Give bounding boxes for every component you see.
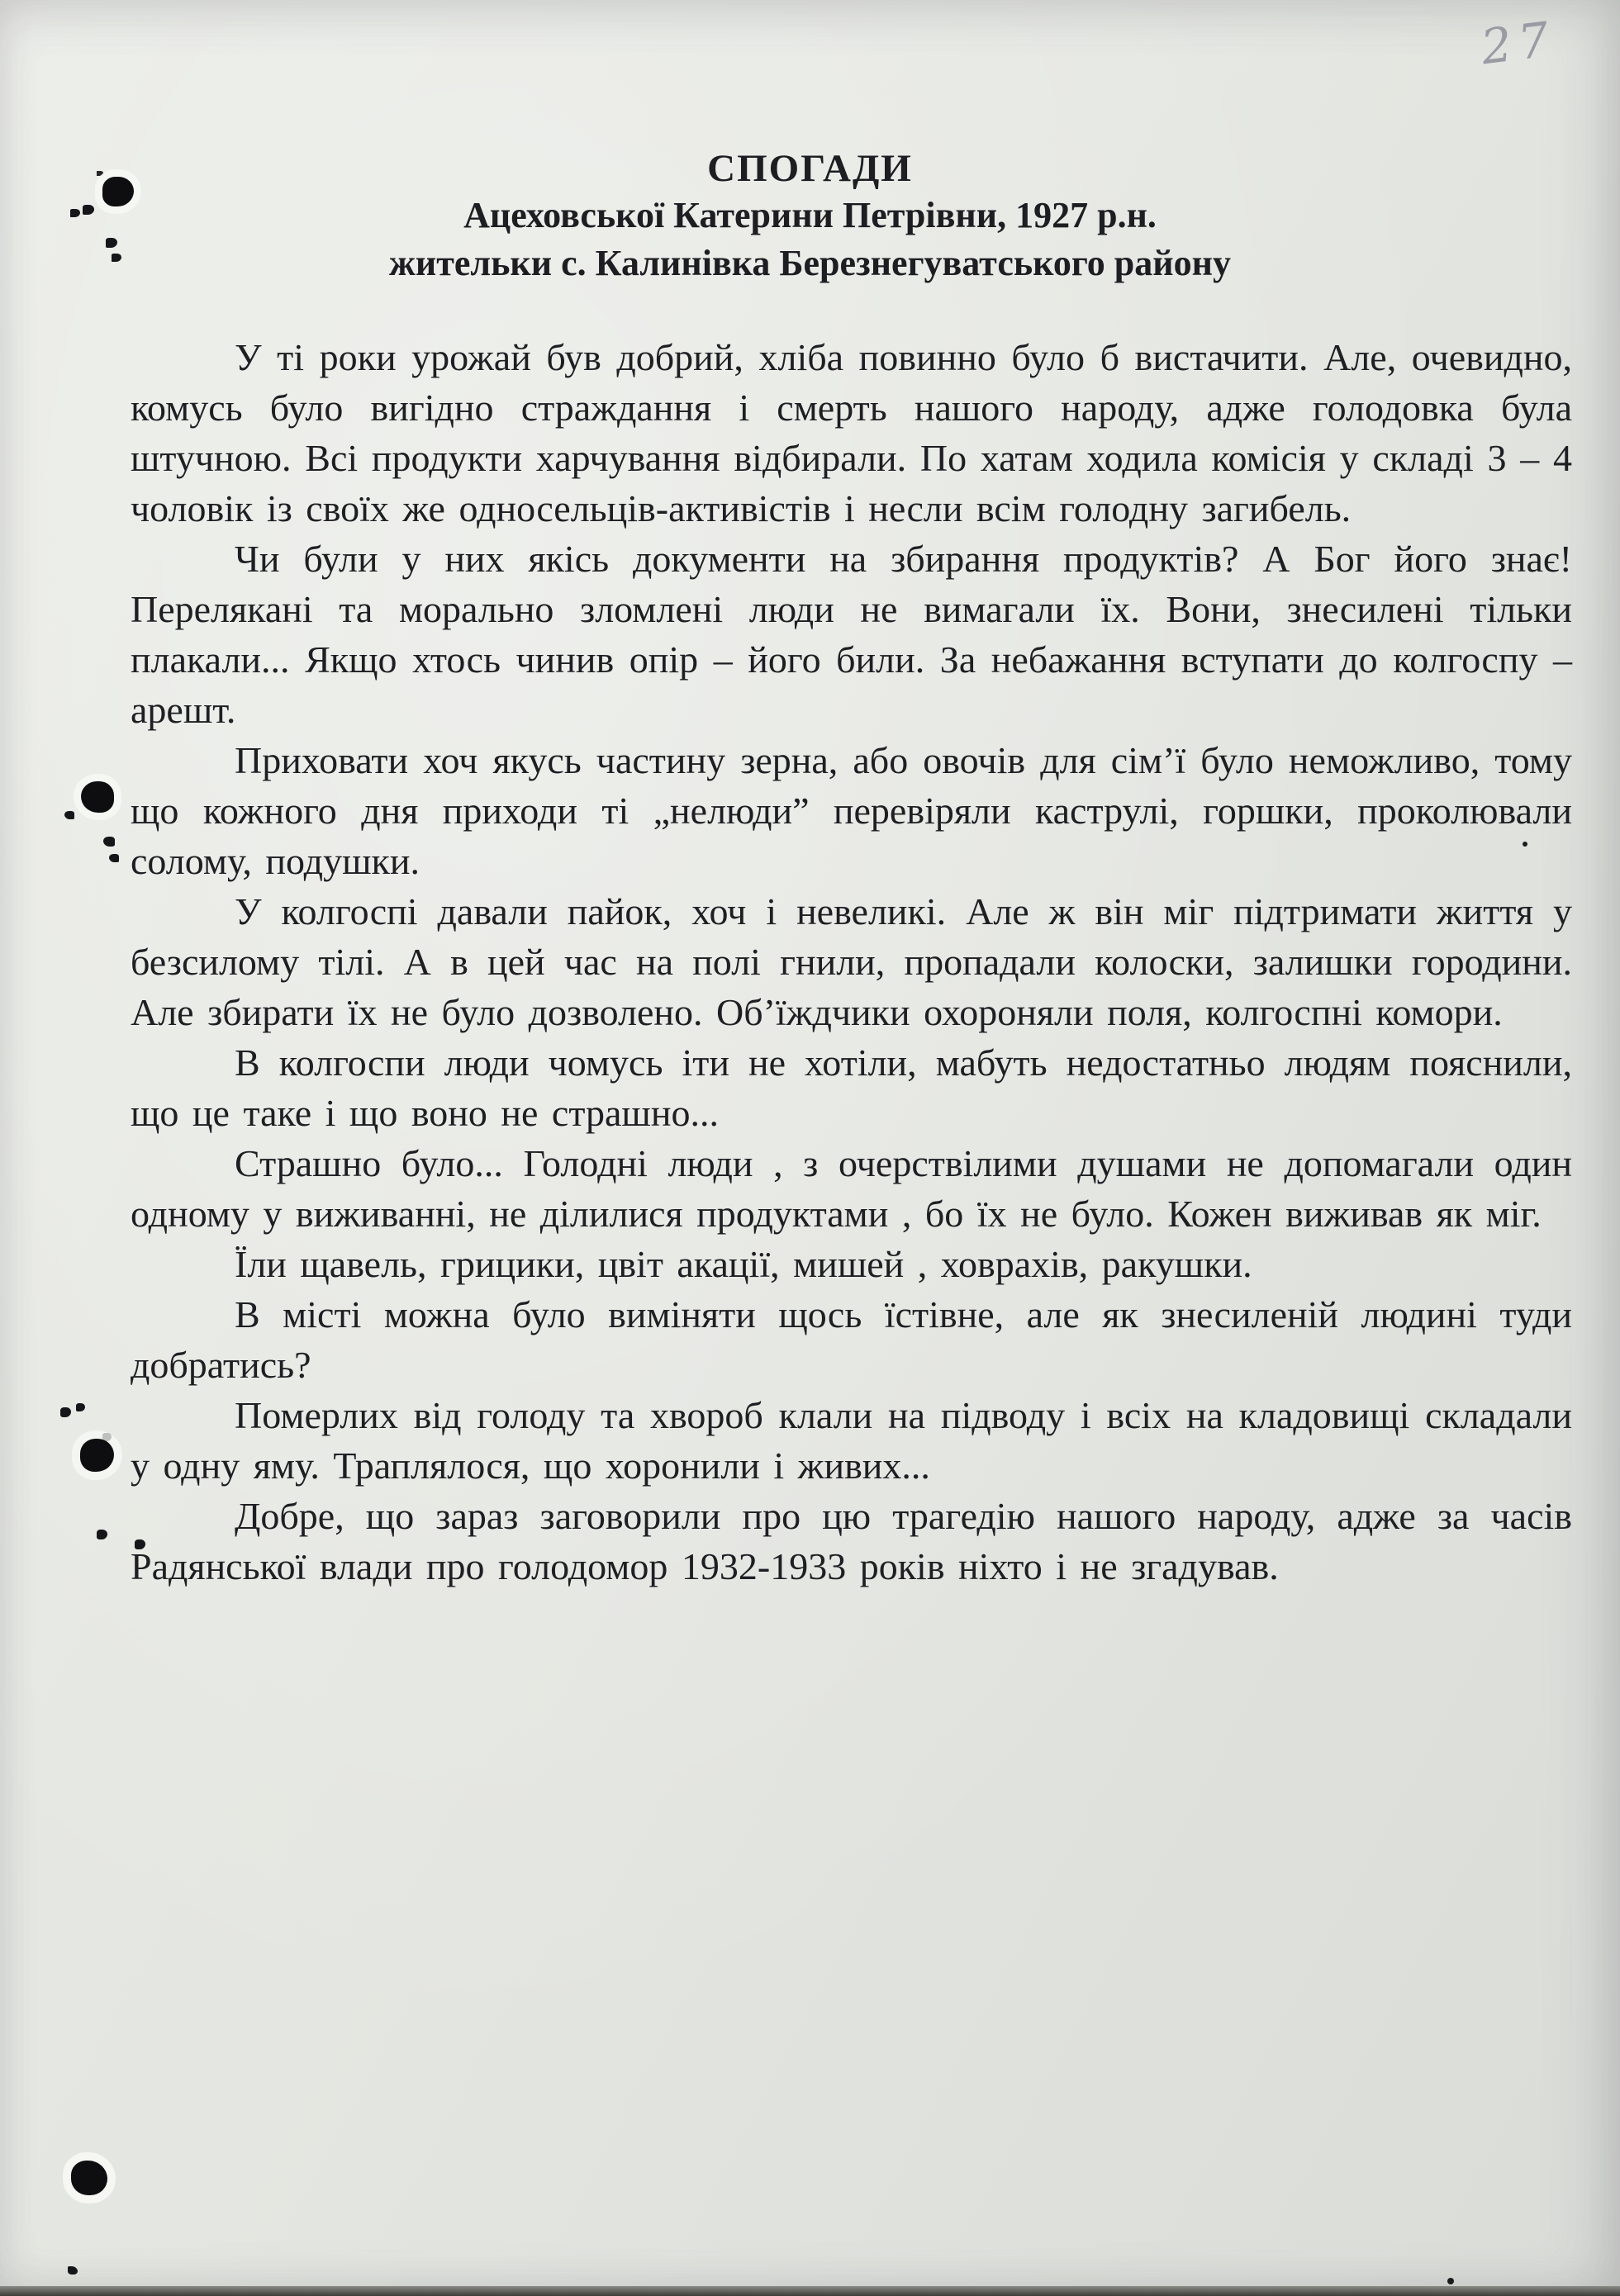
memoir-paragraph: Страшно було... Голодні люди , з очерствілими душами не допомагали один одному у виживанні, не ділилися продуктами , бо їх не було. Кожен виживав як міг. xyxy=(131,1142,1572,1235)
document-header xyxy=(0,0,1620,287)
memoir-paragraph: Чи були у них якісь документи на збирання продуктів? А Бог його знає! Перелякані та морально зломлені люди не вимагали їх. Вони, знесилені тільки плакали... Якщо хтось чинив опір – його били. За небажання вступати до колгоспу – арешт. xyxy=(131,538,1572,731)
memoir-paragraph: Добре, що зараз заговорили про цю трагедію нашого народу, адже за часів Радянської влади про голодомор 1932-1933 років ніхто і не згадував. xyxy=(131,1495,1572,1587)
paper-speck xyxy=(1447,2278,1454,2284)
memoir-paragraph: У ті роки урожай був добрий, хліба повинно було б вистачити. Але, очевидно, комусь було вигідно страждання і смерть нашого народу, адже голодовка була штучною. Всі продукти харчування відбирали. По хатам ходила комісія у складі 3 – 4 чоловік із своїх же односельців-активістів і несли всім голодну загибель. xyxy=(131,336,1572,529)
memoir-paragraph: Померлих від голоду та хвороб клали на підводу і всіх на кладовищі складали у одну яму. Траплялося, що хоронили і живих... xyxy=(131,1394,1572,1487)
paper-speck xyxy=(1523,842,1527,847)
author-line: Ацеховської Катерини Петрівни, 1927 р.н. xyxy=(463,195,1157,235)
memoir-paragraph: В колгоспи люди чомусь іти не хотіли, мабуть недостатньо людям пояснили, що це таке і що воно не страшно... xyxy=(131,1041,1572,1134)
scanner-edge-shadow xyxy=(0,2286,1620,2296)
memoir-paragraph: Приховати хоч якусь частину зерна, або овочів для сім’ї було неможливо, тому що кожного дня приходи ті „нелюди” перевіряли каструлі, горшки, проколювали солому, подушки. xyxy=(131,739,1572,882)
memoir-paragraph: В місті можна було виміняти щось їстівне, але як знесиленій людині туди добратись? xyxy=(131,1293,1572,1386)
document-title: СПОГАДИ xyxy=(707,147,913,190)
ink-blot xyxy=(71,2161,107,2195)
ink-blot xyxy=(80,1439,114,1472)
memoir-paragraph: У колгоспі давали пайок, хоч і невеликі. Але ж він міг підтримати життя у безсилому тілі. А в цей час на полі гнили, пропадали колоски, залишки городини. Але збирати їх не було дозволено. Об’їждчики охороняли поля, колгоспні комори. xyxy=(131,890,1572,1033)
handwritten-page-number: 27 xyxy=(1478,10,1559,76)
ink-blot xyxy=(81,781,114,813)
residence-line: жительки с. Калинівка Березнегуватського району xyxy=(389,243,1231,283)
memoir-text xyxy=(131,332,1572,1592)
memoir-paragraph: Їли щавель, грицики, цвіт акації, мишей , ховрахів, ракушки. xyxy=(235,1243,1252,1285)
